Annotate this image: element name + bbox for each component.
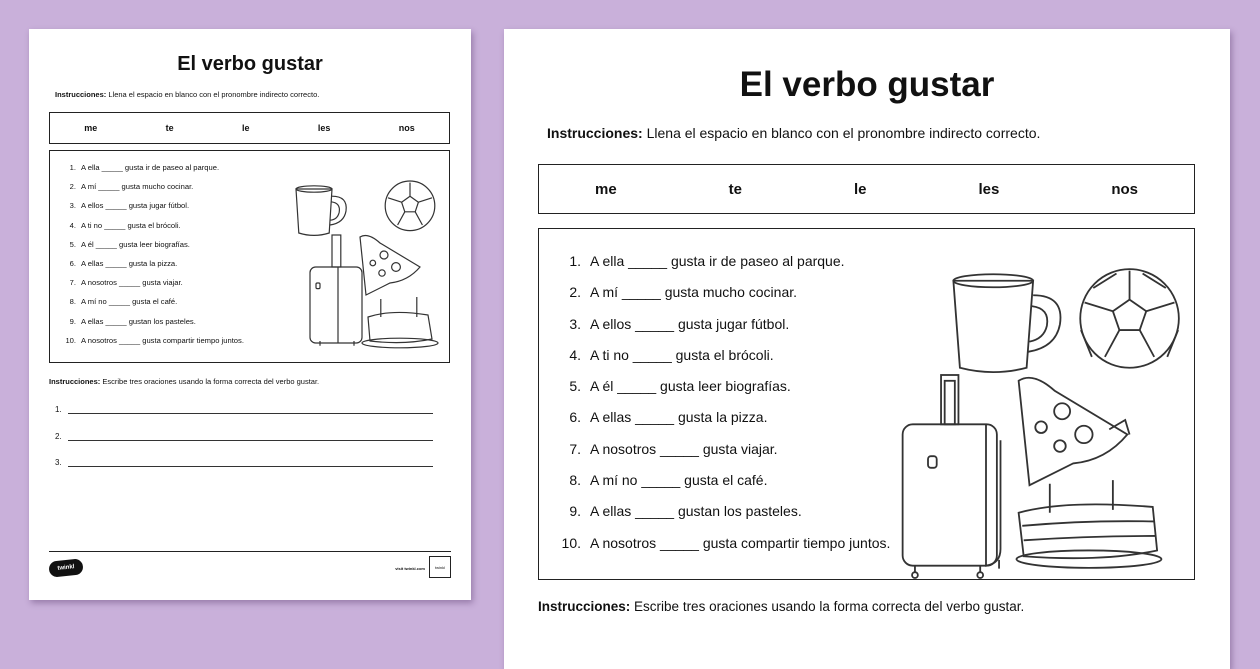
question-item: 5. A él _____ gusta leer biografías. [69, 239, 190, 249]
soccer-ball-icon [385, 181, 435, 231]
question-item: 4. A ti no _____ gusta el brócoli. [569, 346, 774, 363]
question-item: 9. A ellas _____ gustan los pasteles. [569, 503, 802, 520]
pronoun-te: te [728, 180, 742, 198]
page-footer [49, 551, 451, 582]
question-item: 2. A mí _____ gusta mucho cocinar. [69, 182, 194, 192]
mug-icon [953, 274, 1060, 372]
question-item: 1. A ella _____ gusta ir de paseo al parque. [69, 163, 220, 172]
illustrations [899, 239, 1189, 569]
pizza-slice-icon [360, 236, 420, 295]
instructions-write-sentences: Instrucciones: Escribe tres oraciones usando la forma correcta del verbo gustar. [49, 377, 320, 386]
questions-box [538, 228, 1195, 580]
pronoun-me: me [84, 123, 98, 133]
sentence-line[interactable]: 1. [55, 405, 433, 414]
question-item: 6. A ellas _____ gusta la pizza. [569, 409, 768, 426]
pronoun-le: le [853, 180, 867, 198]
instructions-write-sentences: Instrucciones: Escribe tres oraciones usando la forma correcta del verbo gustar. [538, 599, 1025, 614]
question-item: 8. A mí no _____ gusta el café. [569, 472, 768, 489]
birthday-cake-icon [362, 297, 438, 348]
pronoun-nos: nos [1111, 180, 1138, 198]
sentence-line[interactable]: 2. [55, 432, 433, 441]
page-title: El verbo gustar [739, 65, 995, 104]
question-item: 3. A ellos _____ gusta jugar fútbol. [569, 315, 790, 332]
pronoun-word-bank [49, 112, 450, 144]
soccer-ball-icon [1080, 269, 1179, 368]
worksheet-preview-small [29, 29, 471, 600]
question-item: 7. A nosotros _____ gusta viajar. [569, 440, 778, 457]
sentence-line[interactable]: 3. [55, 458, 433, 467]
pizza-slice-icon [1019, 378, 1130, 485]
suitcase-icon [310, 235, 362, 346]
footer-url: visit twinkl.com [395, 566, 425, 571]
pronoun-les: les [317, 123, 331, 133]
question-item: 2. A mí _____ gusta mucho cocinar. [569, 284, 798, 301]
question-item: 7. A nosotros _____ gusta viajar. [69, 278, 183, 288]
pronoun-word-bank [538, 164, 1195, 214]
twinkl-logo: twinkl [48, 558, 83, 577]
questions-box [49, 150, 450, 363]
question-item: 9. A ellas _____ gustan los pasteles. [69, 316, 196, 326]
mug-icon [296, 186, 346, 236]
question-item: 5. A él _____ gusta leer biografías. [569, 378, 791, 395]
question-item: 10. A nosotros _____ gusta compartir tiempo juntos. [65, 335, 244, 345]
page-title: El verbo gustar [177, 53, 323, 75]
twinkl-badge-icon: twinkl [429, 556, 451, 578]
birthday-cake-icon [1016, 480, 1161, 568]
instructions-fill-blank: Instrucciones: Llena el espacio en blanco con el pronombre indirecto correcto. [547, 125, 1041, 141]
question-item: 4. A ti no _____ gusta el brócoli. [69, 220, 181, 230]
question-item: 10. A nosotros _____ gusta compartir tiempo juntos. [561, 534, 891, 551]
question-item: 6. A ellas _____ gusta la pizza. [69, 258, 178, 268]
question-item: 3. A ellos _____ gusta jugar fútbol. [69, 201, 190, 211]
question-item: 8. A mí no _____ gusta el café. [69, 297, 178, 307]
pronoun-me: me [594, 180, 617, 198]
pronoun-nos: nos [398, 123, 415, 133]
instructions-fill-blank: Instrucciones: Llena el espacio en blanco con el pronombre indirecto correcto. [55, 90, 320, 99]
question-item: 1. A ella _____ gusta ir de paseo al parque. [569, 253, 845, 269]
pronoun-te: te [165, 123, 174, 133]
illustrations [288, 157, 448, 357]
pronoun-le: le [241, 123, 250, 133]
pronoun-les: les [978, 180, 1000, 198]
worksheet-preview-large [504, 29, 1230, 669]
suitcase-icon [903, 375, 1001, 578]
